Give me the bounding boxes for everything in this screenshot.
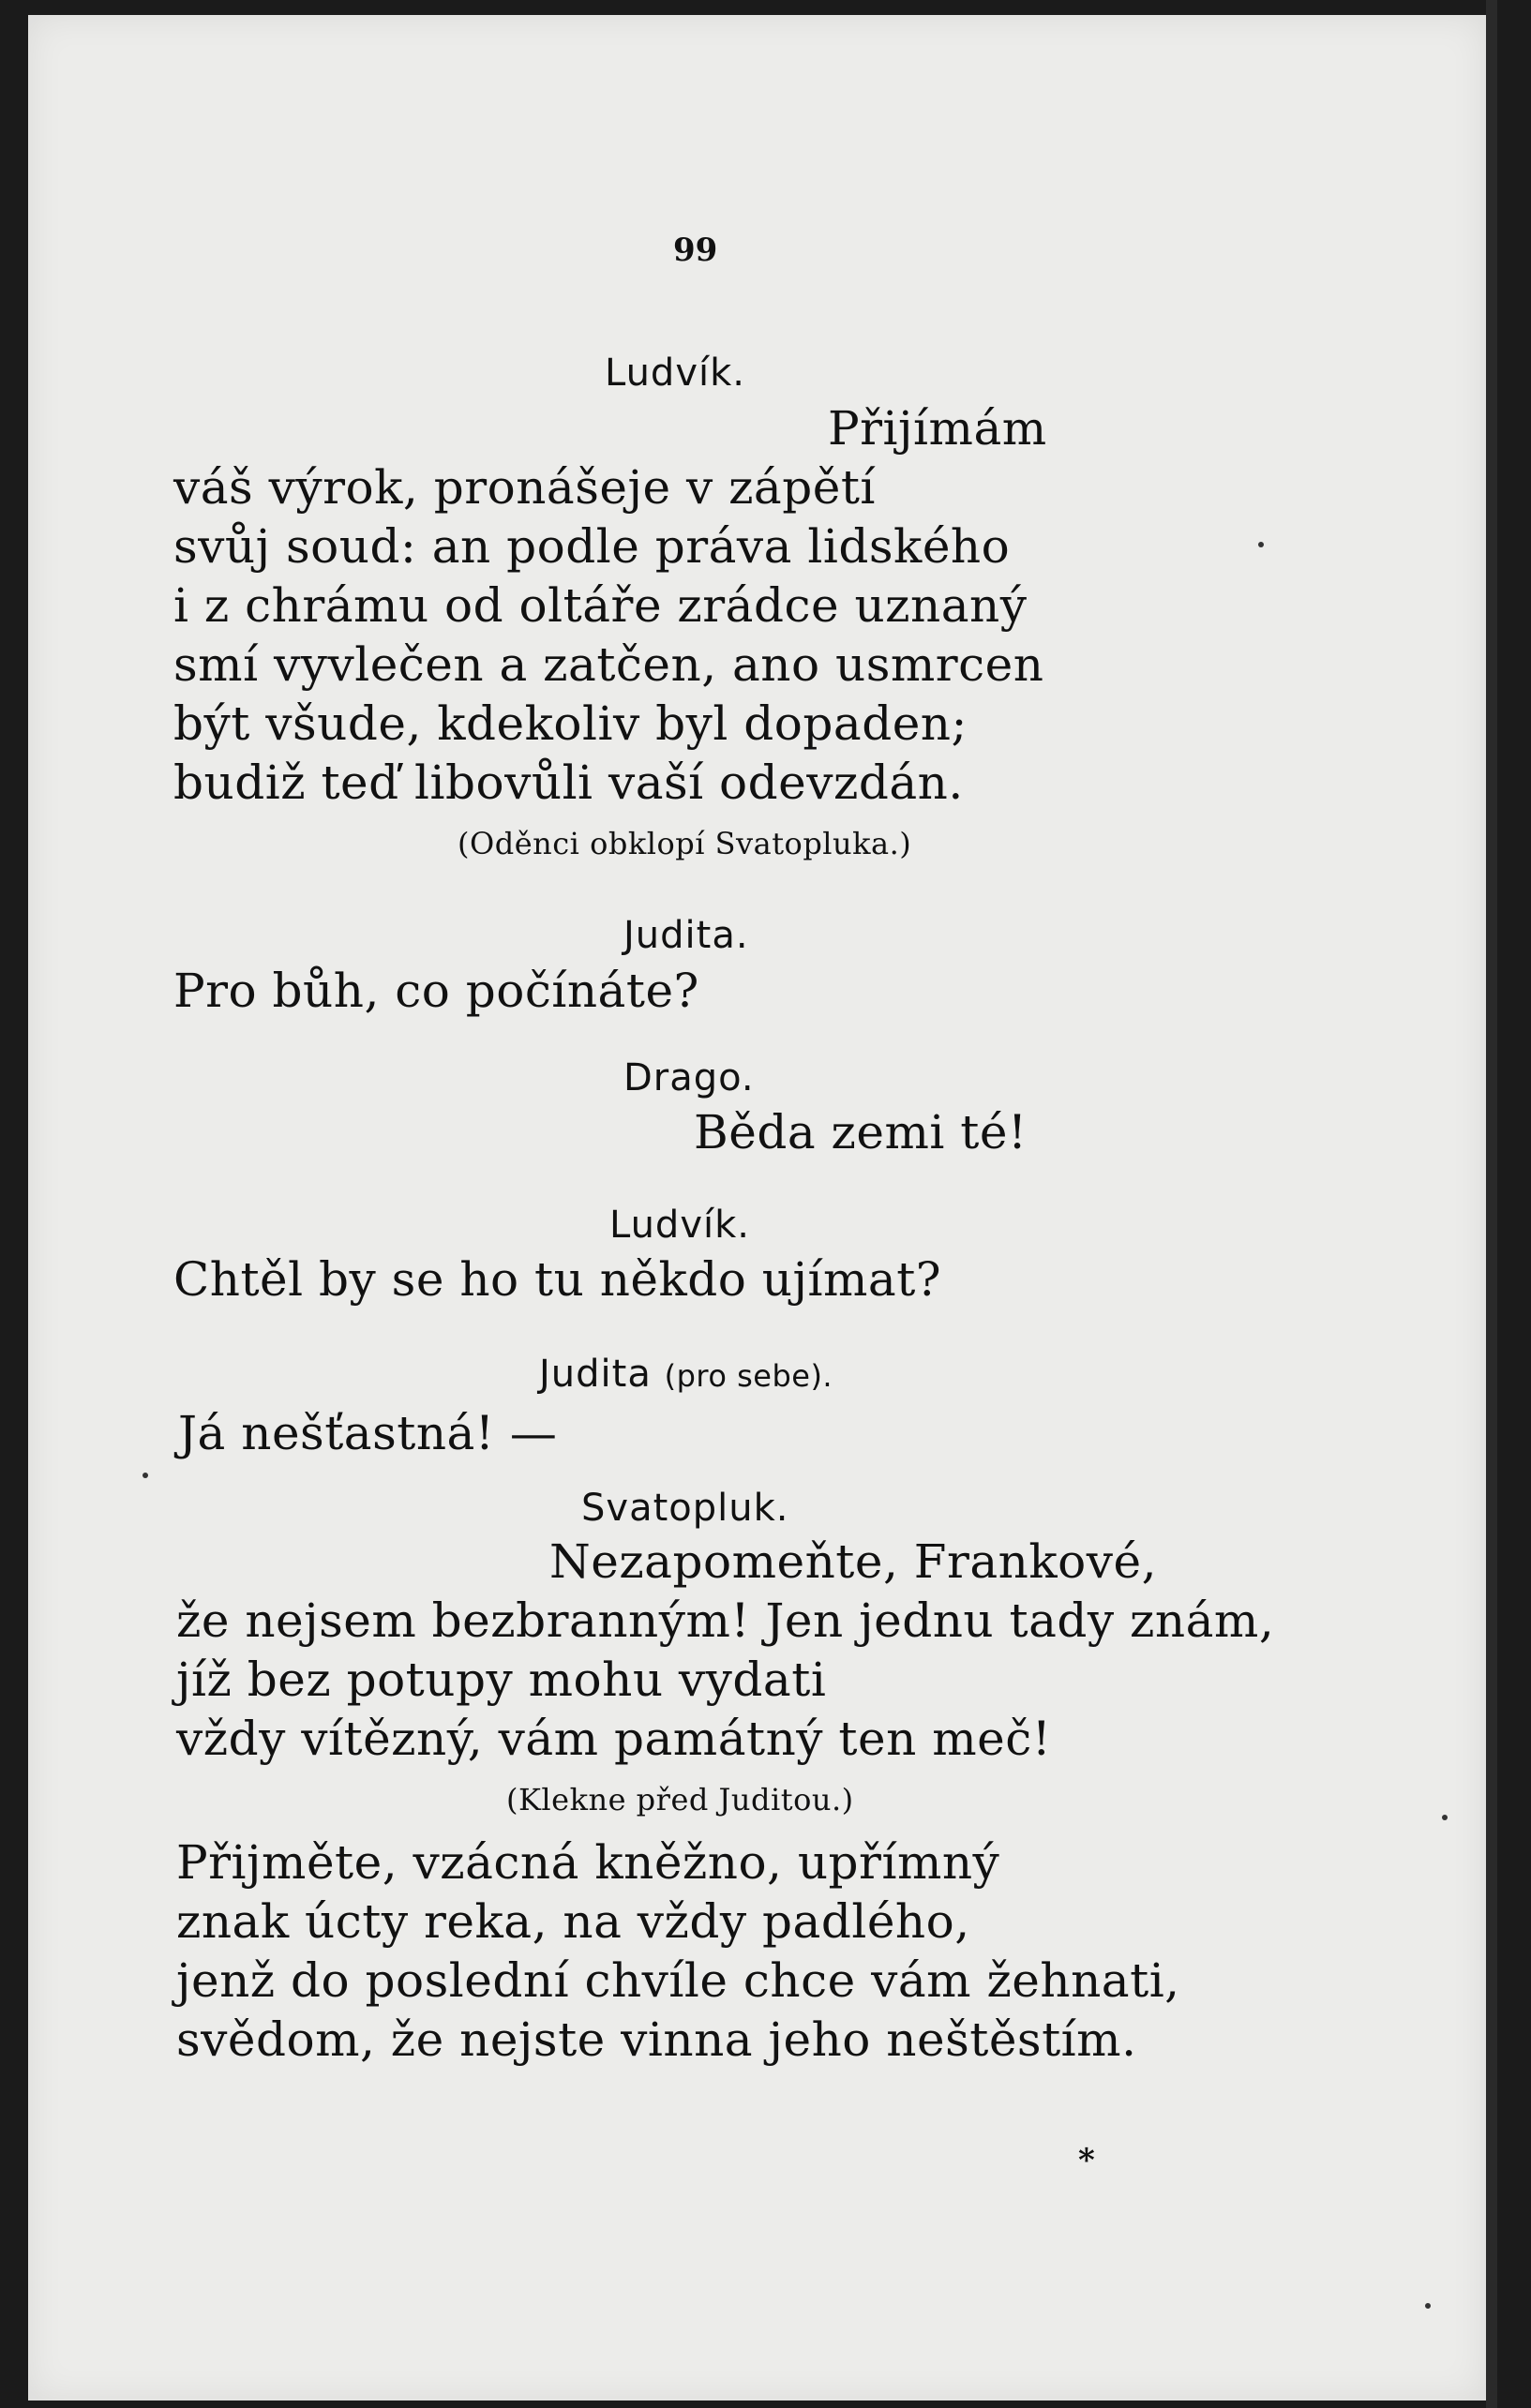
speaker-name [581, 1487, 789, 1530]
verse-line: Chtěl by se ho tu někdo ujímat? [173, 1252, 942, 1307]
footer-mark: * [1078, 2142, 1095, 2179]
speaker-aside: (pro sebe). [664, 1358, 833, 1394]
verse-line: i z chrámu od oltáře zrádce uznaný [173, 578, 1028, 633]
verse-line: jíž bez potupy mohu vydati [176, 1653, 827, 1707]
print-speck [143, 1473, 148, 1478]
verse-line: svůj soud: an podle práva lidského [173, 519, 1011, 574]
verse-line: Nezapomeňte, Frankové, [549, 1534, 1158, 1589]
verse-line: svědom, že nejste vinna jeho neštěstím. [176, 2012, 1137, 2067]
print-speck [1258, 542, 1264, 547]
verse-line: váš výrok, pronášeje v zápětí [173, 460, 876, 515]
verse-line: Já nešťastná! — [178, 1406, 558, 1460]
speaker-label: Judita. [623, 914, 749, 957]
verse-line: smí vyvlečen a zatčen, ano usmrcen [173, 637, 1044, 692]
stage-direction: (Oděnci obklopí Svatopluka.) [458, 826, 912, 861]
speaker-name [623, 1056, 755, 1099]
speaker-name [605, 351, 745, 395]
verse-line: Pro bůh, co počínáte? [173, 964, 699, 1018]
verse-line: Přijímám [828, 401, 1047, 456]
speaker-label: Drago. [623, 1056, 755, 1099]
verse-line: Běda zemi té! [694, 1105, 1028, 1159]
print-speck [1425, 2303, 1431, 2309]
page-number: 99 [673, 232, 718, 269]
verse-line: znak úcty reka, na vždy padlého, [176, 1894, 970, 1949]
verse-line: vždy vítězný, vám památný ten meč! [176, 1712, 1052, 1766]
verse-line: že nejsem bezbranným! Jen jednu tady znám, [176, 1593, 1275, 1648]
verse-line: budiž teď libovůli vaší odevzdán. [173, 755, 964, 810]
speaker-label: Svatopluk. [581, 1487, 789, 1530]
verse-line: Přijměte, vzácná kněžno, upřímný [176, 1835, 1000, 1890]
speaker-name [623, 914, 749, 957]
verse-line: být všude, kdekoliv byl dopaden; [173, 696, 968, 751]
speaker-name [539, 1353, 833, 1396]
stage-direction: (Klekne před Juditou.) [506, 1782, 854, 1817]
page-edge-shadow [1486, 0, 1497, 2408]
speaker-label: Ludvík. [605, 351, 745, 395]
verse-line: jenž do poslední chvíle chce vám žehnati, [176, 1953, 1180, 2008]
print-speck [1442, 1815, 1448, 1820]
speaker-name [609, 1204, 750, 1247]
speaker-label: Judita [539, 1353, 652, 1396]
speaker-label: Ludvík. [609, 1204, 750, 1247]
